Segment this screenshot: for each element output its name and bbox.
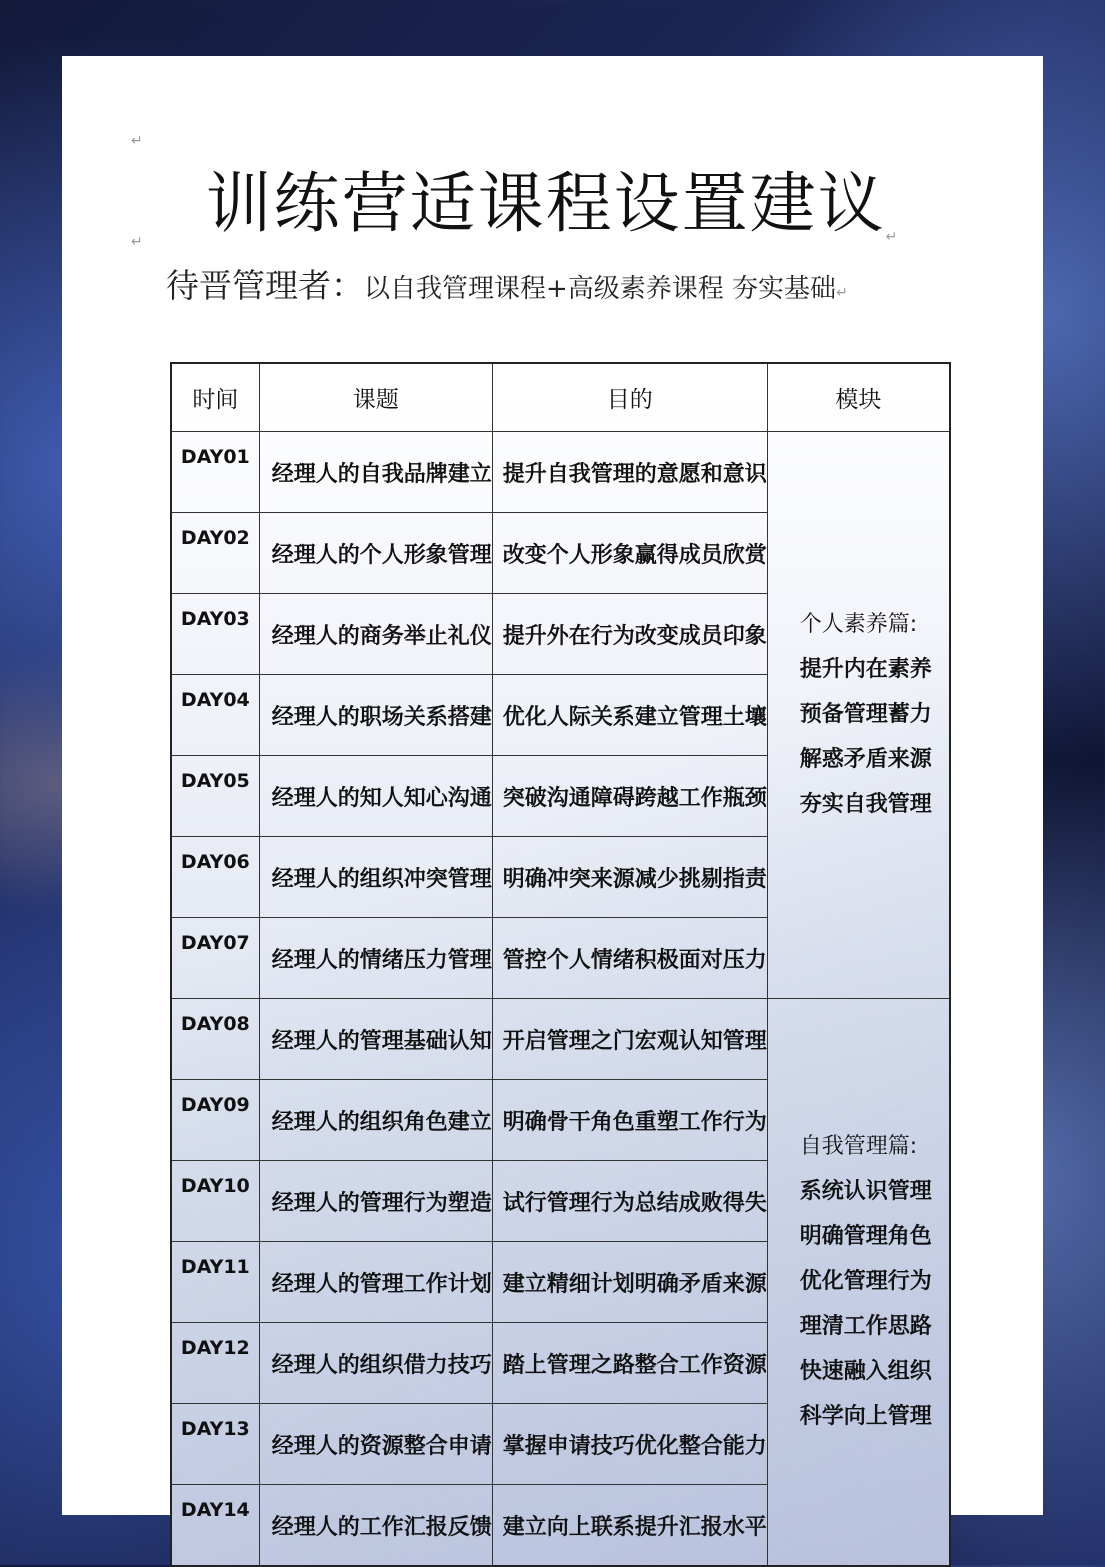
- module-point: 理清工作思路: [799, 1314, 932, 1339]
- module-cell: [767, 432, 950, 999]
- topic-cell: 经理人的个人形象管理: [259, 513, 492, 594]
- day-cell: DAY07: [171, 918, 259, 999]
- subtitle-text: 以自我管理课程+高级素养课程 夯实基础: [364, 274, 837, 304]
- table-body: [171, 432, 950, 1567]
- topic-cell: 经理人的组织角色建立: [259, 1080, 492, 1161]
- module-point: 解惑矛盾来源: [799, 747, 932, 772]
- module-label: 个人素养篇:: [799, 612, 918, 637]
- day-cell: DAY02: [171, 513, 259, 594]
- goal-cell: 建立精细计划明确矛盾来源: [492, 1242, 767, 1323]
- day-cell: DAY14: [171, 1485, 259, 1567]
- paragraph-mark: ↵: [836, 285, 848, 301]
- header-goal: 目的: [492, 363, 767, 432]
- module-cell: [767, 999, 950, 1567]
- day-cell: DAY11: [171, 1242, 259, 1323]
- paragraph-mark: ↵: [885, 229, 900, 245]
- table-row: [171, 432, 950, 513]
- goal-cell: 踏上管理之路整合工作资源: [492, 1323, 767, 1404]
- module-point: 明确管理角色: [799, 1224, 932, 1249]
- topic-cell: 经理人的自我品牌建立: [259, 432, 492, 513]
- topic-cell: 经理人的工作汇报反馈: [259, 1485, 492, 1567]
- goal-cell: 管控个人情绪积极面对压力: [492, 918, 767, 999]
- table-row: [171, 999, 950, 1080]
- module-point: 优化管理行为: [799, 1269, 932, 1294]
- course-schedule-table: [170, 362, 951, 1567]
- day-cell: DAY09: [171, 1080, 259, 1161]
- module-point: 快速融入组织: [799, 1359, 932, 1384]
- day-cell: DAY06: [171, 837, 259, 918]
- goal-cell: 提升自我管理的意愿和意识: [492, 432, 767, 513]
- module-label: 自我管理篇:: [799, 1134, 918, 1159]
- topic-cell: 经理人的管理行为塑造: [259, 1161, 492, 1242]
- topic-cell: 经理人的管理工作计划: [259, 1242, 492, 1323]
- module-point: 科学向上管理: [799, 1404, 932, 1429]
- day-cell: DAY04: [171, 675, 259, 756]
- day-cell: DAY03: [171, 594, 259, 675]
- module-point: 预备管理蓄力: [799, 702, 932, 727]
- table-header-row: [171, 363, 950, 432]
- subtitle-lead: 待晋管理者：: [166, 266, 364, 305]
- header-time: 时间: [171, 363, 259, 432]
- goal-cell: 建立向上联系提升汇报水平: [492, 1485, 767, 1567]
- page-title-text: 训练营适课程设置建议: [205, 165, 886, 242]
- topic-cell: 经理人的资源整合申请: [259, 1404, 492, 1485]
- day-cell: DAY08: [171, 999, 259, 1080]
- topic-cell: 经理人的知人知心沟通: [259, 756, 492, 837]
- topic-cell: 经理人的情绪压力管理: [259, 918, 492, 999]
- topic-cell: 经理人的管理基础认知: [259, 999, 492, 1080]
- day-cell: DAY05: [171, 756, 259, 837]
- day-cell: DAY13: [171, 1404, 259, 1485]
- goal-cell: 突破沟通障碍跨越工作瓶颈: [492, 756, 767, 837]
- goal-cell: 掌握申请技巧优化整合能力: [492, 1404, 767, 1485]
- goal-cell: 明确骨干角色重塑工作行为: [492, 1080, 767, 1161]
- paragraph-mark: ↵: [131, 133, 143, 149]
- goal-cell: 优化人际关系建立管理土壤: [492, 675, 767, 756]
- goal-cell: 开启管理之门宏观认知管理: [492, 999, 767, 1080]
- module-point: 系统认识管理: [799, 1179, 932, 1204]
- header-module: 模块: [767, 363, 950, 432]
- goal-cell: 明确冲突来源减少挑剔指责: [492, 837, 767, 918]
- topic-cell: 经理人的职场关系搭建: [259, 675, 492, 756]
- day-cell: DAY01: [171, 432, 259, 513]
- subtitle: [166, 260, 848, 307]
- day-cell: DAY10: [171, 1161, 259, 1242]
- module-point: 夯实自我管理: [799, 792, 932, 817]
- goal-cell: 试行管理行为总结成败得失: [492, 1161, 767, 1242]
- paragraph-mark: ↵: [131, 234, 143, 250]
- topic-cell: 经理人的商务举止礼仪: [259, 594, 492, 675]
- topic-cell: 经理人的组织借力技巧: [259, 1323, 492, 1404]
- goal-cell: 提升外在行为改变成员印象: [492, 594, 767, 675]
- module-point: 提升内在素养: [799, 657, 932, 682]
- topic-cell: 经理人的组织冲突管理: [259, 837, 492, 918]
- day-cell: DAY12: [171, 1323, 259, 1404]
- goal-cell: 改变个人形象赢得成员欣赏: [492, 513, 767, 594]
- header-topic: 课题: [259, 363, 492, 432]
- page-title: [0, 150, 1105, 245]
